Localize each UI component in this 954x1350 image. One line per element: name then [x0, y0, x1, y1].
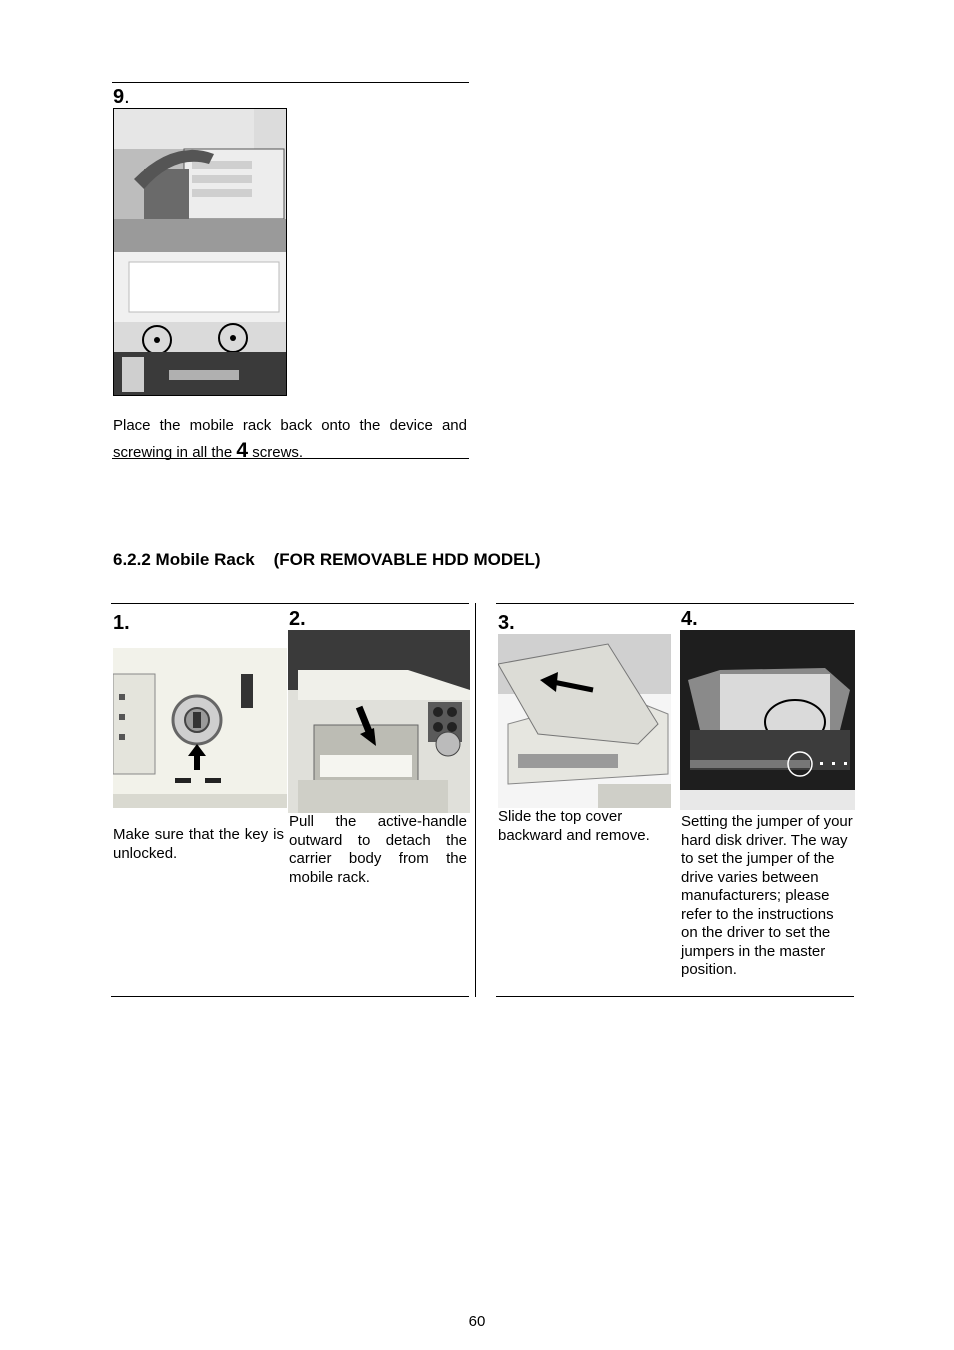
grid-right-bottom-rule: [496, 996, 854, 997]
step1-photo: [113, 634, 287, 808]
step9-number-digit: 9: [113, 86, 125, 108]
step2-text: Pull the active-handle outward to detach the carrier body from the mobile rack.: [289, 813, 467, 886]
step9-bottom-rule: [112, 458, 469, 459]
step2-photo: [288, 630, 470, 813]
step3-photo: [498, 634, 671, 808]
step9-photo-bottom: [113, 252, 287, 396]
step9-photo-top: [113, 108, 287, 254]
step2-number: 2.: [289, 608, 306, 630]
section-heading: 6.2.2 Mobile Rack (FOR REMOVABLE HDD MODEL): [113, 550, 541, 569]
grid-right-top-rule: [496, 603, 854, 604]
grid-left-bottom-rule: [111, 996, 469, 997]
step9-caption-number: 4: [236, 439, 249, 462]
step1-number: 1.: [113, 612, 130, 634]
step9-number: [113, 86, 130, 108]
page-number: 60: [468, 1313, 486, 1330]
step9-number-dot: .: [124, 86, 130, 108]
step9-caption-end: screws.: [248, 444, 304, 461]
grid-divider: [475, 603, 476, 997]
step4-photo: [680, 630, 855, 810]
grid-left-top-rule: [111, 603, 469, 604]
step3-text: Slide the top cover backward and remove.: [498, 808, 650, 844]
step9-top-rule: [112, 82, 469, 83]
step4-number: 4.: [681, 608, 698, 630]
step4-text: Setting the jumper of your hard disk driver. The way to set the jumper of the drive varies between manufacturers; please refer to the instructions on the driver to set the jumpers in the master position.: [681, 813, 853, 978]
step1-text: Make sure that the key is unlocked.: [113, 826, 284, 862]
step3-number: 3.: [498, 612, 515, 634]
step9-caption-text: Place the mobile rack back onto the device and screwing in all the: [113, 417, 467, 461]
